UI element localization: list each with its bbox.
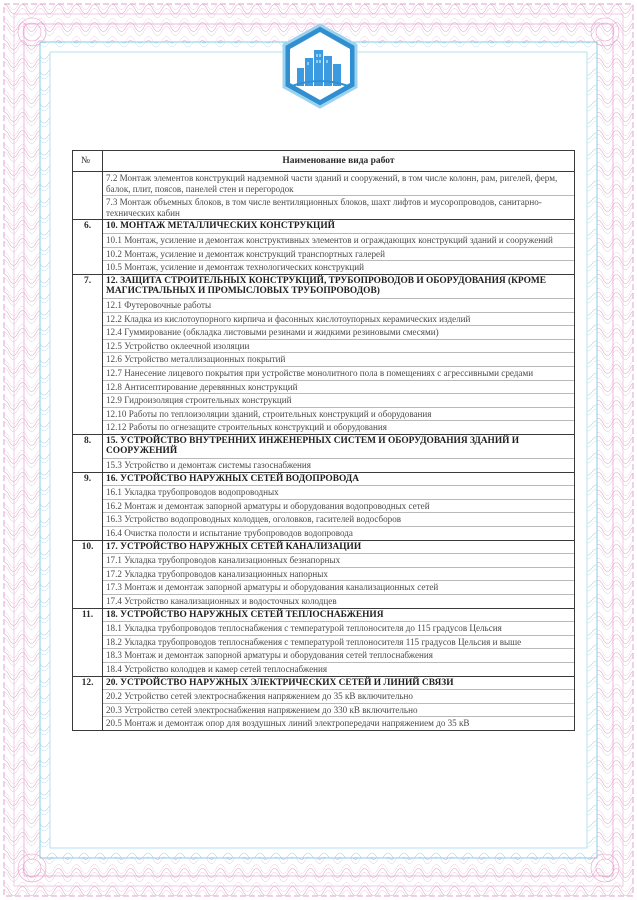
section-heading: 20. УСТРОЙСТВО НАРУЖНЫХ ЭЛЕКТРИЧЕСКИХ СЕТЕЙ И ЛИНИЙ СВЯЗИ bbox=[103, 677, 574, 691]
company-logo-icon bbox=[280, 22, 360, 110]
work-item: 20.5 Монтаж и демонтаж опор для воздушных линий электропередачи напряжением до 35 кВ bbox=[106, 718, 470, 729]
work-item: 10.2 Монтаж, усиление и демонтаж конструкций транспортных галерей bbox=[103, 248, 574, 262]
row-number: 8. bbox=[73, 434, 103, 472]
work-item: 7.3 Монтаж объемных блоков, в том числе вентиляционных блоков, шахт лифтов и мусоропроводов, санитарно-технических кабин bbox=[106, 197, 542, 218]
work-item: 12.7 Нанесение лицевого покрытия при устройстве монолитного пола в помещениях с агрессивными средами bbox=[103, 367, 574, 381]
row-number bbox=[73, 172, 103, 220]
work-item: 12.6 Устройство металлизационных покрытий bbox=[103, 353, 574, 367]
table-row bbox=[73, 472, 575, 540]
row-number: 10. bbox=[73, 540, 103, 608]
work-item: 17.3 Монтаж и демонтаж запорной арматуры и оборудования канализационных сетей bbox=[103, 581, 574, 595]
table-row bbox=[73, 608, 575, 676]
table-header-row bbox=[73, 151, 575, 172]
work-item: 16.3 Устройство водопроводных колодцев, оголовков, гасителей водосборов bbox=[103, 513, 574, 527]
section-heading: 18. УСТРОЙСТВО НАРУЖНЫХ СЕТЕЙ ТЕПЛОСНАБЖЕНИЯ bbox=[103, 609, 574, 623]
work-item: 17.2 Укладка трубопроводов канализационных напорных bbox=[103, 568, 574, 582]
row-content bbox=[103, 220, 575, 274]
table-row bbox=[73, 220, 575, 274]
row-number: 12. bbox=[73, 676, 103, 730]
section-heading: 10. МОНТАЖ МЕТАЛЛИЧЕСКИХ КОНСТРУКЦИЙ bbox=[103, 220, 574, 234]
work-item: 7.2 Монтаж элементов конструкций надземной части зданий и сооружений, в том числе колонн, рам, ригелей, ферм, балок, плит, поясов, панелей стен и перегородок bbox=[103, 172, 574, 196]
row-content bbox=[103, 472, 575, 540]
row-number: 9. bbox=[73, 472, 103, 540]
column-header-title: Наименование вида работ bbox=[103, 151, 575, 172]
work-item: 12.10 Работы по теплоизоляции зданий, строительных конструкций и оборудования bbox=[103, 408, 574, 422]
work-item: 12.9 Гидроизоляция строительных конструкций bbox=[103, 394, 574, 408]
section-heading: 17. УСТРОЙСТВО НАРУЖНЫХ СЕТЕЙ КАНАЛИЗАЦИИ bbox=[103, 541, 574, 555]
work-item: 17.4 Устройство канализационных и водосточных колодцев bbox=[106, 596, 337, 606]
row-content bbox=[103, 608, 575, 676]
row-number: 11. bbox=[73, 608, 103, 676]
work-item: 16.2 Монтаж и демонтаж запорной арматуры и оборудования водопроводных сетей bbox=[103, 500, 574, 514]
work-item: 12.1 Футеровочные работы bbox=[103, 299, 574, 313]
row-content bbox=[103, 172, 575, 220]
work-item: 12.2 Кладка из кислотоупорного кирпича и фасонных кислотоупорных керамических изделий bbox=[103, 313, 574, 327]
row-content bbox=[103, 676, 575, 730]
row-content bbox=[103, 540, 575, 608]
work-item: 12.12 Работы по огнезащите строительных конструкций и оборудования bbox=[106, 422, 387, 433]
table-row bbox=[73, 540, 575, 608]
work-item: 12.5 Устройство оклеечной изоляции bbox=[103, 340, 574, 354]
work-item: 12.8 Антисептирование деревянных конструкций bbox=[103, 381, 574, 395]
work-item: 18.1 Укладка трубопроводов теплоснабжения с температурой теплоносителя до 115 градусов Цельсия bbox=[103, 622, 574, 636]
work-item: 12.4 Гуммирование (обкладка листовыми резинами и жидкими резиновыми смесями) bbox=[103, 326, 574, 340]
work-item: 20.2 Устройство сетей электроснабжения напряжением до 35 кВ включительно bbox=[103, 690, 574, 704]
table-row bbox=[73, 172, 575, 220]
row-content bbox=[103, 274, 575, 434]
row-number: 6. bbox=[73, 220, 103, 274]
work-item: 20.3 Устройство сетей электроснабжения напряжением до 330 кВ включительно bbox=[103, 704, 574, 718]
work-item: 18.3 Монтаж и демонтаж запорной арматуры и оборудования сетей теплоснабжения bbox=[103, 649, 574, 663]
section-heading: 12. ЗАЩИТА СТРОИТЕЛЬНЫХ КОНСТРУКЦИЙ, ТРУБОПРОВОДОВ И ОБОРУДОВАНИЯ (КРОМЕ МАГИСТРАЛЬНЫХ И ПРОМЫСЛОВЫХ ТРУБОПРОВОДОВ) bbox=[103, 275, 574, 299]
work-item: 17.1 Укладка трубопроводов канализационных безнапорных bbox=[103, 554, 574, 568]
row-content bbox=[103, 434, 575, 472]
work-types-table bbox=[72, 150, 575, 731]
table-row bbox=[73, 676, 575, 730]
section-heading: 15. УСТРОЙСТВО ВНУТРЕННИХ ИНЖЕНЕРНЫХ СИСТЕМ И ОБОРУДОВАНИЯ ЗДАНИЙ И СООРУЖЕНИЙ bbox=[103, 435, 574, 459]
column-header-number: № bbox=[73, 151, 103, 172]
table-row bbox=[73, 434, 575, 472]
work-item: 15.3 Устройство и демонтаж системы газоснабжения bbox=[106, 460, 311, 471]
table-row bbox=[73, 274, 575, 434]
work-item: 18.4 Устройство колодцев и камер сетей теплоснабжения bbox=[106, 663, 328, 674]
row-number: 7. bbox=[73, 274, 103, 434]
work-item: 10.1 Монтаж, усиление и демонтаж конструктивных элементов и ограждающих конструкций зданий и сооружений bbox=[103, 234, 574, 248]
work-types-table-container bbox=[72, 150, 574, 731]
work-item: 16.4 Очистка полости и испытание трубопроводов водопровода bbox=[106, 528, 353, 539]
work-item: 10.5 Монтаж, усиление и демонтаж технологических конструкций bbox=[106, 262, 364, 273]
section-heading: 16. УСТРОЙСТВО НАРУЖНЫХ СЕТЕЙ ВОДОПРОВОДА bbox=[103, 473, 574, 487]
work-item: 18.2 Укладка трубопроводов теплоснабжения с температурой теплоносителя 115 градусов Цельсия и выше bbox=[103, 636, 574, 650]
work-item: 16.1 Укладка трубопроводов водопроводных bbox=[103, 486, 574, 500]
